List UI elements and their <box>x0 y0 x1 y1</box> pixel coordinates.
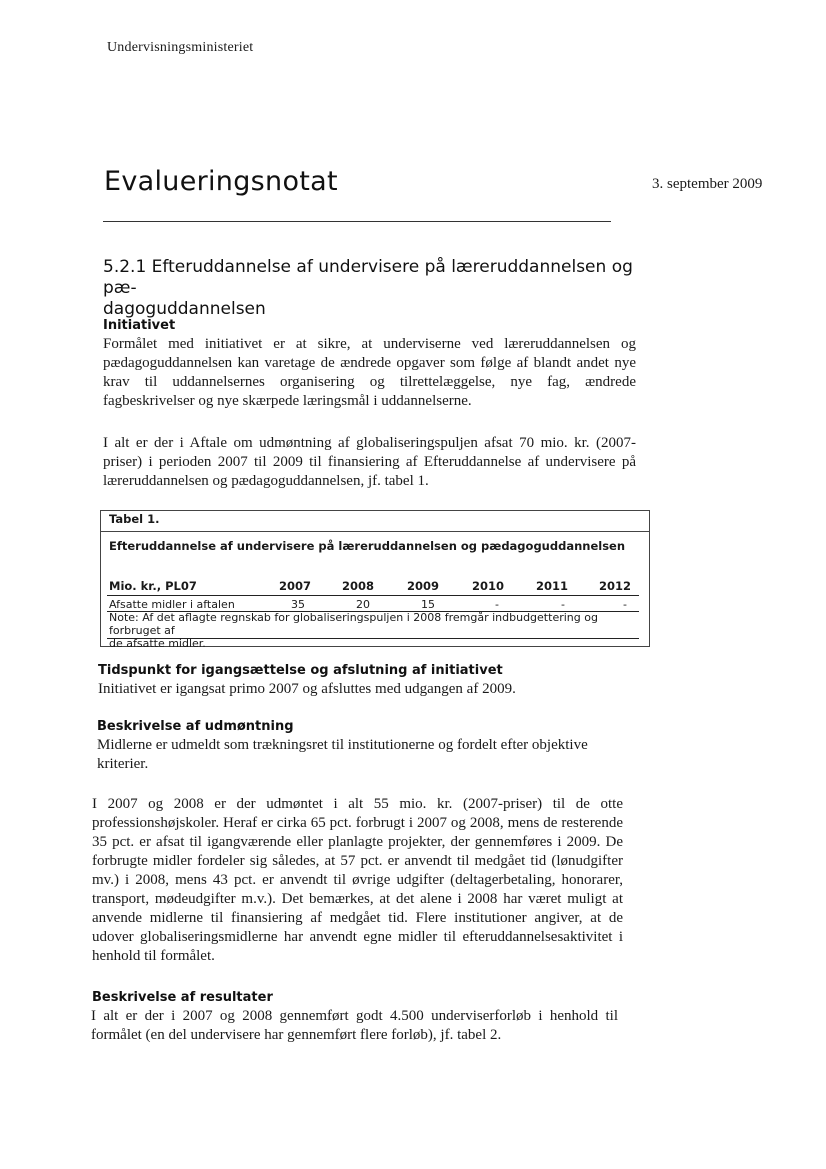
table-note <box>109 611 639 650</box>
table-header-2007: 2007 <box>278 579 311 593</box>
implementation-paragraph-2: I 2007 og 2008 er der udmøntet i alt 55 mio. kr. (2007-priser) til de otte professionshøjskoler. Heraf er cirka 65 pct. forbrugt i 2007 og 2008, mens de resterende 35 pct. er afsat til igangværende eller planlagte projekter, der gennemføres i 2009. De forbrugte midler fordeler sig således, at 57 pct. er anvendt til medgået tid (lønudgifter mv.) i 2008, mens 43 pct. er anvendt til øvrige udgifter (deltagerbetaling, honorarer, transport, mødeudgifter m.v.). Det bemærkes, at det alene i 2008 har været muligt at anvende midlerne til finansiering af medgået tid. Flere institutioner angiver, at de udover globaliseringsmidlerne har anvendt egne midler til efteruddannelsesaktivitet i henhold til formålet. <box>92 796 623 964</box>
section-heading-line-1: 5.2.1 Efteruddannelse af undervisere på læreruddannelsen og pæ- <box>103 257 633 298</box>
table-header-2008: 2008 <box>341 579 374 593</box>
table-header-2011: 2011 <box>535 579 568 593</box>
timing-paragraph: Initiativet er igangsat primo 2007 og afsluttes med udgangen af 2009. <box>98 681 516 697</box>
table-row-label: Afsatte midler i aftalen <box>109 598 235 611</box>
table-cell-2011: - <box>561 598 565 611</box>
document-title: Evalueringsnotat <box>104 166 338 197</box>
table-header-label: Mio. kr., PL07 <box>109 579 197 593</box>
table-cell-2009: 15 <box>421 598 435 611</box>
results-heading: Beskrivelse af resultater <box>92 990 273 1005</box>
ministry-name: Undervisningsministeriet <box>107 40 254 55</box>
table-cell-2007: 35 <box>291 598 305 611</box>
table-cell-2008: 20 <box>356 598 370 611</box>
table-note-divider <box>107 638 639 639</box>
section-heading <box>103 257 643 320</box>
table-caption: Tabel 1. <box>109 512 160 526</box>
table-note-line-2: de afsatte midler. <box>109 637 206 650</box>
table-description: Efteruddannelse af undervisere på læreruddannelsen og pædagoguddannelsen <box>109 539 626 553</box>
document-date: 3. september 2009 <box>652 176 763 192</box>
results-paragraph: I alt er der i 2007 og 2008 gennemført godt 4.500 underviserforløb i henhold til formålet (en del undervisere har gennemført flere forløb), jf. tabel 2. <box>91 1008 618 1043</box>
table-cell-2010: - <box>495 598 499 611</box>
table-header-2010: 2010 <box>471 579 504 593</box>
table-header-divider <box>107 595 639 596</box>
table-header-2012: 2012 <box>598 579 631 593</box>
initiative-heading: Initiativet <box>103 318 176 333</box>
table-caption-divider <box>101 531 649 532</box>
timing-heading: Tidspunkt for igangsættelse og afslutning af initiativet <box>98 663 503 678</box>
table-header-2009: 2009 <box>406 579 439 593</box>
implementation-heading: Beskrivelse af udmøntning <box>97 719 294 734</box>
section-heading-line-2: dagoguddannelsen <box>103 299 266 319</box>
title-divider <box>103 221 611 222</box>
initiative-paragraph-2: I alt er der i Aftale om udmøntning af globaliseringspuljen afsat 70 mio. kr. (2007-priser) i perioden 2007 til 2009 til finansiering af Efteruddannelse af undervisere på læreruddannelsen og pædagoguddannelsen, jf. tabel 1. <box>103 435 636 489</box>
table-note-line-1: Note: Af det aflagte regnskab for globaliseringspuljen i 2008 fremgår indbudgettering og forbruget af <box>109 611 598 637</box>
initiative-paragraph-1: Formålet med initiativet er at sikre, at underviserne ved læreruddannelsen og pædagoguddannelsen kan varetage de ændrede opgaver som følge af blandt andet nye krav til uddannelsernes organisering og tilrettelæggelse, nye fag, ændrede fagbeskrivelser og nye skærpede læringsmål i uddannelserne. <box>103 336 636 409</box>
table-1 <box>100 510 650 650</box>
implementation-paragraph-1: Midlerne er udmeldt som trækningsret til institutionerne og fordelt efter objektive kriterier. <box>97 737 588 772</box>
table-cell-2012: - <box>623 598 627 611</box>
